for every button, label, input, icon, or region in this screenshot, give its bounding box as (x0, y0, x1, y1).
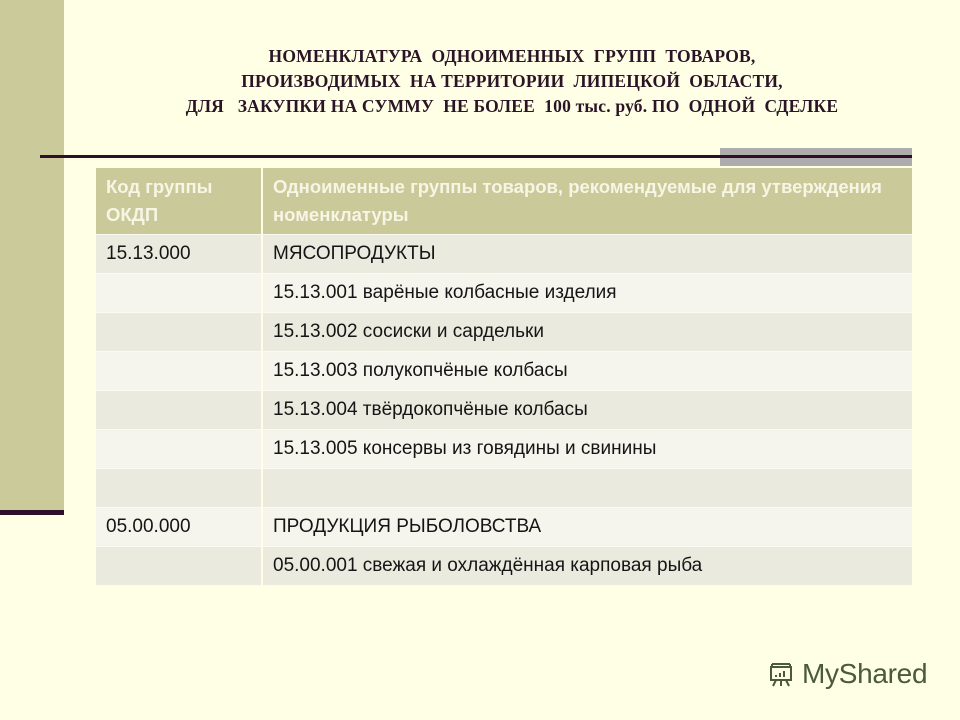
left-decorative-bar (0, 0, 64, 510)
title-line-3: ДЛЯ ЗАКУПКИ НА СУММУ НЕ БОЛЕЕ 100 тыс. руб. ПО ОДНОЙ СДЕЛКЕ (185, 96, 839, 116)
table-row (96, 352, 912, 391)
cell-code: 05.00.000 (96, 508, 262, 547)
cell-name: 15.13.005 консервы из говядины и свинины (262, 430, 912, 469)
table-row (96, 469, 912, 508)
cell-name (262, 469, 912, 508)
presentation-board-icon (766, 659, 796, 689)
watermark-text: MyShared (802, 658, 928, 689)
table-row (96, 235, 912, 274)
title-divider-accent (720, 148, 912, 166)
table-row (96, 391, 912, 430)
cell-name: МЯСОПРОДУКТЫ (262, 235, 912, 274)
myshared-watermark[interactable] (766, 656, 927, 692)
cell-code (96, 391, 262, 430)
cell-code (96, 274, 262, 313)
cell-code: 15.13.000 (96, 235, 262, 274)
header-code: Код группы ОКДП (96, 168, 262, 235)
cell-code (96, 352, 262, 391)
cell-code (96, 313, 262, 352)
slide-title (64, 44, 960, 119)
cell-name: 15.13.003 полукопчёные колбасы (262, 352, 912, 391)
nomenclature-table (96, 168, 912, 586)
cell-name: ПРОДУКЦИЯ РЫБОЛОВСТВА (262, 508, 912, 547)
table-row (96, 430, 912, 469)
table-header-row (96, 168, 912, 235)
title-line-2: ПРОИЗВОДИМЫХ НА ТЕРРИТОРИИ ЛИПЕЦКОЙ ОБЛАСТИ, (241, 71, 783, 91)
header-group: Одноименные группы товаров, рекомендуемые для утверждения номенклатуры (262, 168, 912, 235)
table-row (96, 508, 912, 547)
cell-code (96, 547, 262, 586)
cell-name: 15.13.001 варёные колбасные изделия (262, 274, 912, 313)
table-row (96, 313, 912, 352)
cell-code (96, 469, 262, 508)
cell-name: 15.13.004 твёрдокопчёные колбасы (262, 391, 912, 430)
title-line-1: НОМЕНКЛАТУРА ОДНОИМЕННЫХ ГРУПП ТОВАРОВ, (268, 46, 756, 66)
cell-name: 05.00.001 свежая и охлаждённая карповая рыба (262, 547, 912, 586)
table-row (96, 274, 912, 313)
left-bar-underline (0, 510, 64, 515)
table-row (96, 547, 912, 586)
cell-name: 15.13.002 сосиски и сардельки (262, 313, 912, 352)
cell-code (96, 430, 262, 469)
